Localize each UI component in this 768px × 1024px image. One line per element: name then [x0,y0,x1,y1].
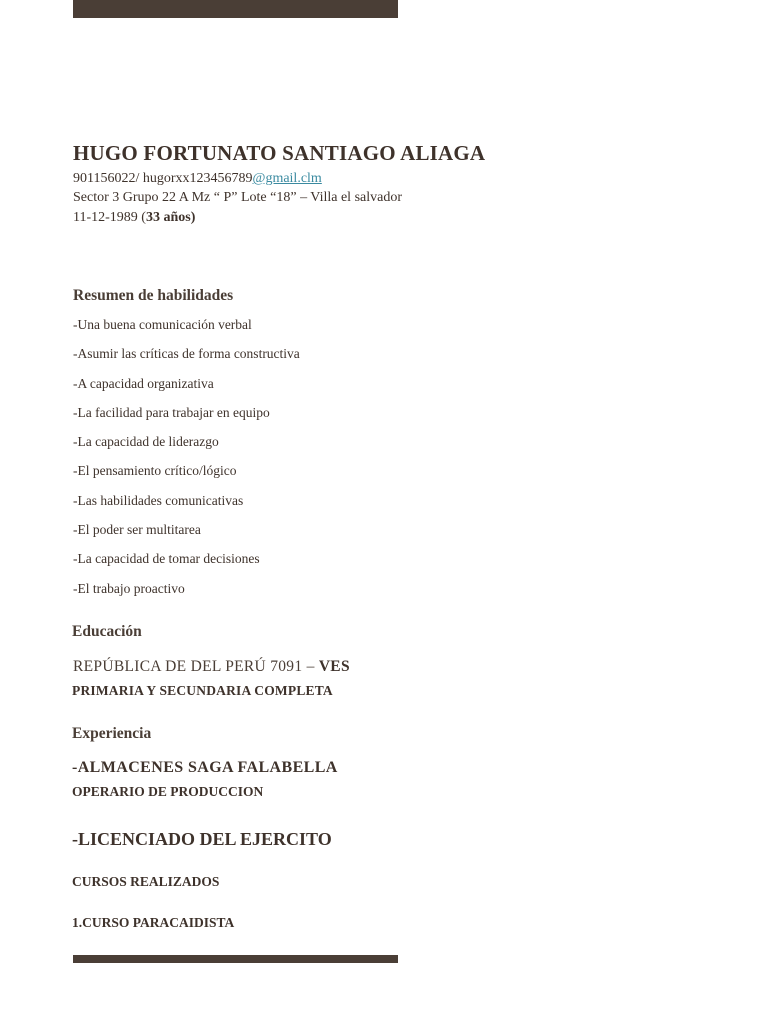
age: 33 años) [145,210,196,225]
experience-role: OPERARIO DE PRODUCCION [72,784,264,799]
skill-item: -Asumir las críticas de forma constructiva [73,346,300,362]
skill-item: -El pensamiento crítico/lógico [73,463,237,479]
courses-section-title: CURSOS REALIZADOS [72,874,220,889]
school-district: VES [318,658,350,675]
skills-list [73,317,300,610]
skill-item: -Las habilidades comunicativas [73,492,244,508]
candidate-name: HUGO FORTUNATO SANTIAGO ALIAGA [73,141,486,165]
skill-item: -El trabajo proactivo [73,580,185,596]
skill-item: -Una buena comunicación verbal [73,317,252,332]
skill-item: -La capacidad de tomar decisiones [73,551,260,567]
education-section-title: Educación [72,623,142,640]
course-item: 1.CURSO PARACAIDISTA [72,915,235,930]
birth-date: 11-12-1989 ( [73,210,146,225]
experience-company: -ALMACENES SAGA FALABELLA [72,759,338,776]
military-service: -LICENCIADO DEL EJERCITO [72,829,332,849]
birth-line [73,210,195,226]
school-name: REPÚBLICA DE DEL PERÚ 7091 – [73,658,319,675]
email-link[interactable]: @gmail.clm [252,171,322,186]
bottom-decorative-bar [73,955,398,963]
address-line: Sector 3 Grupo 22 A Mz “ P” Lote “18” – Villa el salvador [73,190,402,205]
skill-item: -A capacidad organizativa [73,375,214,391]
contact-line [73,171,322,187]
education-school [73,658,350,676]
top-decorative-bar [73,0,398,18]
skill-item: -La capacidad de liderazgo [73,434,219,450]
skills-section-title: Resumen de habilidades [73,287,234,304]
phone-and-user: 901156022/ hugorxx123456789 [73,171,253,186]
education-level: PRIMARIA Y SECUNDARIA COMPLETA [72,683,333,698]
experience-section-title: Experiencia [72,725,152,742]
skill-item: -La facilidad para trabajar en equipo [73,404,270,420]
skill-item: -El poder ser multitarea [73,522,201,538]
